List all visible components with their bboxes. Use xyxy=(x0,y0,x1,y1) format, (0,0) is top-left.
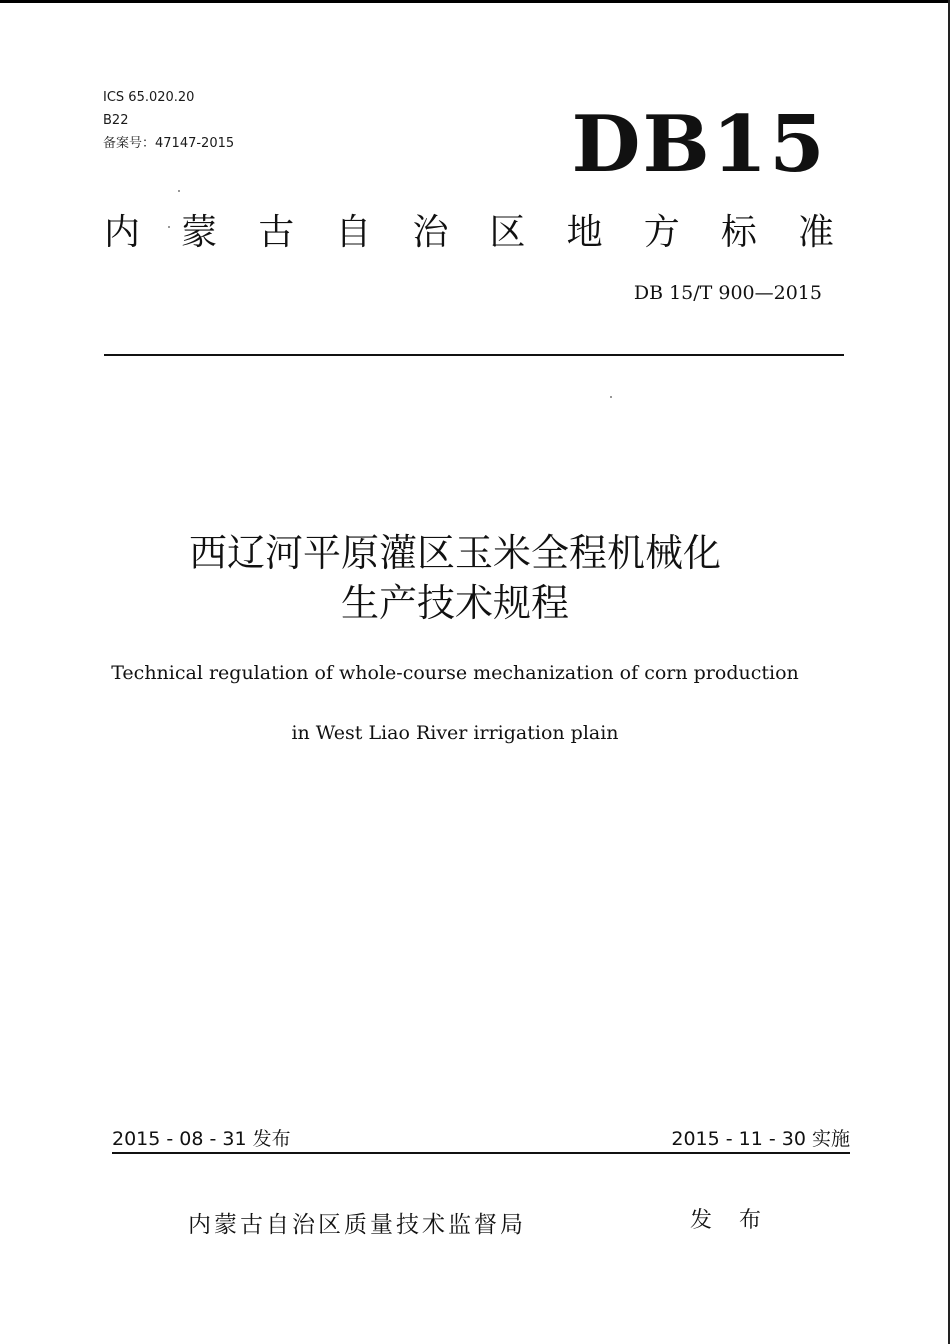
title-chinese xyxy=(0,528,910,628)
authority-char: 标 xyxy=(720,212,757,253)
date-divider xyxy=(112,1152,850,1154)
title-en-line-1: Technical regulation of whole-course mechanization of corn production xyxy=(111,662,799,684)
authority-char: 自 xyxy=(335,212,372,253)
classification-block xyxy=(103,86,234,155)
filing-number: 备案号：47147-2015 xyxy=(103,136,235,151)
title-cn-line-2: 生产技术规程 xyxy=(340,581,569,625)
authority-char: 地 xyxy=(566,212,603,253)
scan-speck xyxy=(178,190,180,192)
scan-speck xyxy=(610,396,612,398)
authority-char: 区 xyxy=(489,212,526,253)
implementation-date: 2015 - 11 - 30 实施 xyxy=(671,1128,850,1150)
authority-char: 古 xyxy=(258,212,295,253)
ics-code: ICS 65.020.20 xyxy=(103,90,195,105)
issue-date: 2015 - 08 - 31 发布 xyxy=(112,1128,291,1150)
authority-title xyxy=(104,208,834,258)
authority-char: 治 xyxy=(412,212,449,253)
standard-number: DB 15/T 900—2015 xyxy=(633,282,822,304)
top-border-line xyxy=(0,0,950,3)
authority-char: 准 xyxy=(797,212,834,253)
publish-label: 发 布 xyxy=(690,1208,771,1233)
authority-char: 方 xyxy=(643,212,680,253)
title-cn-line-1: 西辽河平原灌区玉米全程机械化 xyxy=(188,531,721,575)
category-code: B22 xyxy=(103,113,129,128)
authority-char: 蒙 xyxy=(181,212,218,253)
publisher-name: 内蒙古自治区质量技术监督局 xyxy=(188,1212,526,1238)
title-en-line-2: in West Liao River irrigation plain xyxy=(291,722,619,744)
authority-char: 内 xyxy=(104,212,141,253)
db15-logo: DB15 xyxy=(571,99,827,190)
scan-speck xyxy=(168,226,170,228)
header-divider xyxy=(104,354,844,356)
